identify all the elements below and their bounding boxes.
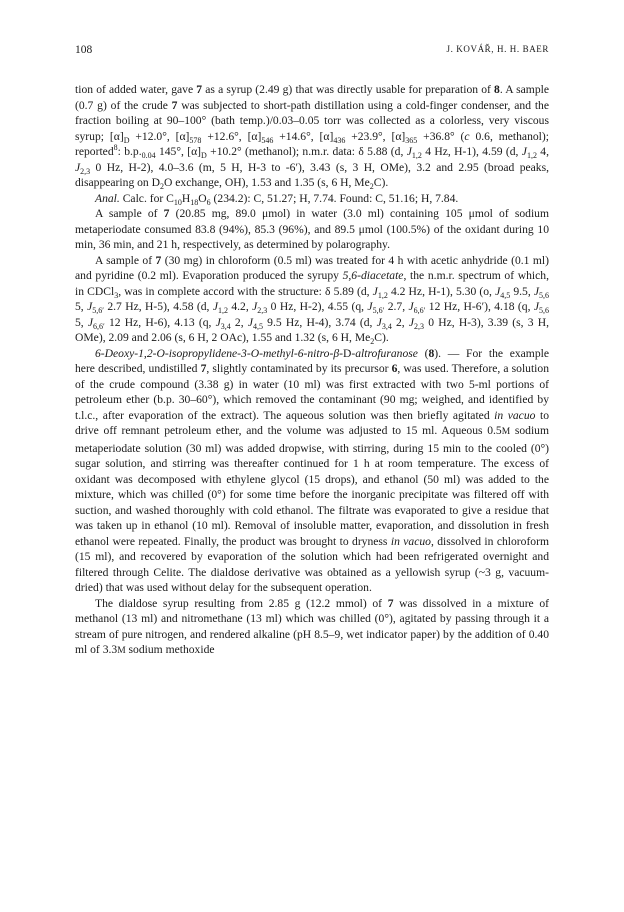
paragraph-diacetate: A sample of 7 (30 mg) in chloroform (0.5 ml) was treated for 4 h with acetic anhydride (0.1 ml) and pyridine (0.2 ml). Evaporation produced the syrupy 5,6-diacetate, the n.m.r. spectrum of which, in CDCl$_3$, was in complete accord with the structure: δ 5.89 (d, $J_{1,2}$ 4.2 Hz, H-1), 5.30 (o, $J_{4,5}$ 9.5, $J_{5,6}$ 5, $J_{5,6'}$ 2.7 Hz, H-5), 4.58 (d, $J_{1,2}$ 4.2, $J_{2,3}$ 0 Hz, H-2), 4.55 (q, $J_{5,6'}$ 2.7, $J_{6,6'}$ 12 Hz, H-6′), 4.18 (q, $J_{5,6}$ 5, $J_{6,6'}$ 12 Hz, H-6), 4.13 (q, $J_{3,4}$ 2, $J_{4,5}$ 9.5 Hz, H-4), 3.74 (d, $J_{3,4}$ 2, $J_{2,3}$ 0 Hz, H-3), 3.39 (s, 3 H, OMe), 2.09 and 2.06 (s, 6 H, 2 OAc), 1.55 and 1.32 (s, 6 H, $Me_2C$). (75, 253, 550, 346)
paragraph-analysis: Anal. Calc. for $C_{10}H_{18}O_6$ (234.2): C, 51.27; H, 7.74. Found: C, 51.16; H, 7.84. (95, 191, 459, 207)
page-header (75, 44, 549, 58)
running-head: J. KOVÁŘ, H. H. BAER (446, 44, 549, 54)
paragraph-periodate: A sample of 7 (20.85 mg, 89.0 μmol) in water (3.0 ml) containing 105 μmol of sodium metaperiodate consumed 83.8 (94%), 85.3 (96%), and 89.5 μmol (100.5%) of the oxidant during 10 min, 36 min, and 21 h, respectively, as determined by polarography. (75, 207, 549, 251)
paragraph-compound-8: 6-Deoxy-1,2-O-isopropylidene-3-O-methyl-6-nitro-β-D-altrofuranose (8). — For the example here described, undistilled 7, slightly contaminated by its precursor 6, was used. Therefore, a solution of the crude compound (3.38 g) in water (10 ml) was first extracted with two 5-ml portions of petroleum ether (b.p. 30–60°), which removed the contaminant (90 mg; weighed, and identified by t.l.c., after evaporation of the extract). The aqueous solution was then briefly agitated in vacuo to drive off remnant petroleum ether, and the volume was adjusted to 15 ml. Aqueous 0.5M sodium metaperiodate solution (30 ml) was added dropwise, with stirring, during 15 min to the cooled (0°) sugar solution, and stirring was thereafter continued for 1 h at room temperature. The excess of oxidant was decomposed with ethylene glycol (15 drops), and ethanol (50 ml) was added to the mixture, which was chilled (0°) for some time before the inorganic precipitate was filtered off with suction, and washed thoroughly with cold ethanol. The filtrate was evaporated to give a residue that was taken up in ethanol (10 ml). Removal of insoluble matter, evaporation, and dissolution in fresh ethanol were repeated. Finally, the product was brought to dryness in vacuo, dissolved in chloroform (15 ml), and recovered by evaporation of the solution which had been refrigerated overnight and filtered through Celite. The dialdose derivative was obtained as a yellowish syrup (~3 g, vacuum-dried) that was used without delay for the subsequent operation. (75, 346, 549, 594)
paragraph-distillation: tion of added water, gave 7 as a syrup (2.49 g) that was directly usable for preparation of 8. A sample (0.7 g) of the crude 7 was subjected to short-path distillation using a cold-finger condenser, and the fraction boiling at 90–100° (bath temp.)/0.03–0.05 torr was collected as a colorless, very viscous syrup; $[\alpha]_D +12.0^\circ$, $[\alpha]_{578} +12.6^\circ$, $[\alpha]_{546} +14.6^\circ$, $[\alpha]_{436} +23.9^\circ$, $[\alpha]_{365} +36.8^\circ$ (c 0.6, methanol); reported$^8$: $b.p._{0.04}$ 145°, $[\alpha]_D +10.2^\circ$ (methanol); n.m.r. data: δ 5.88 (d, $J_{1,2}$ 4 Hz, H-1), 4.59 (d, $J_{1,2}$ 4, $J_{2,3}$ 0 Hz, H-2), 4.0–3.6 (m, 5 H, H-3 to -6′), 3.43 (s, 3 H, OMe), 3.2 and 2.95 (broad peaks, disappearing on $D_2O$ exchange, OH), 1.53 and 1.35 (s, 6 H, $Me_2C$). (75, 83, 549, 191)
paragraph-nitromethane: The dialdose syrup resulting from 2.85 g (12.2 mmol) of 7 was dissolved in a mixture of methanol (13 ml) and nitromethane (13 ml) which was chilled (0°), agitated by passing through it a stream of pure nitrogen, and rendered alkaline (pH 8.5–9, wet indicator paper) by the addition of 0.40 ml of 3.3M sodium methoxide (75, 596, 549, 656)
page-number: 108 (75, 44, 93, 56)
article-body (75, 82, 549, 660)
